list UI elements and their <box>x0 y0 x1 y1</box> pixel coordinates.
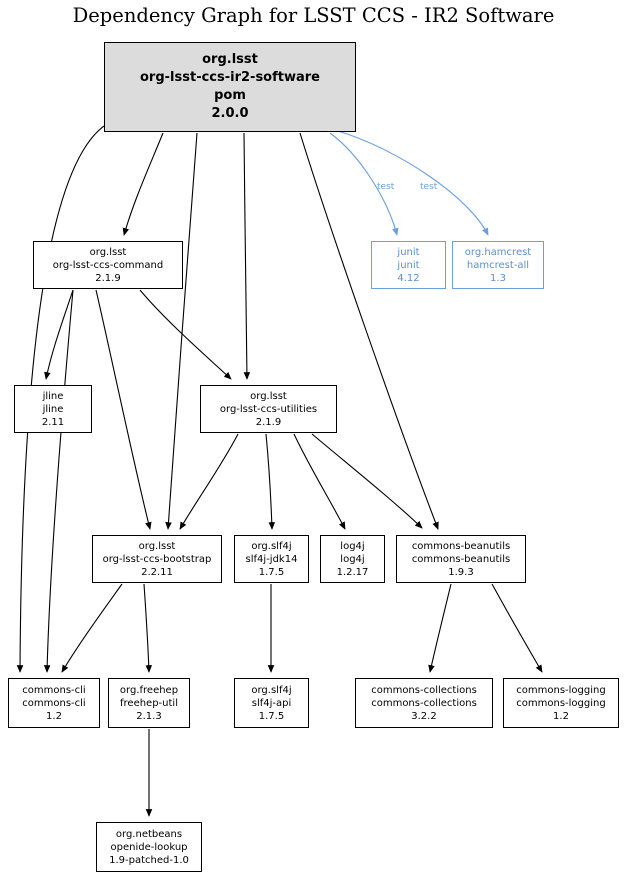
node-line: org.lsst <box>89 246 127 258</box>
node-line: 2.2.11 <box>141 566 173 578</box>
node-line: hamcrest-all <box>466 259 530 271</box>
node-line: commons-cli <box>22 684 86 696</box>
node-line: 1.9-patched-1.0 <box>109 854 189 866</box>
node-line: 1.7.5 <box>258 566 285 578</box>
edge-label-test-junit: test <box>377 182 395 192</box>
node-line: junit <box>397 246 420 258</box>
node-line: org-lsst-ccs-ir2-software <box>140 70 320 85</box>
node-line: jline <box>42 390 64 402</box>
dependency-node-beanutils[interactable] <box>396 535 526 583</box>
node-line: slf4j-api <box>251 697 292 709</box>
edge-command-commonscli <box>47 290 73 672</box>
node-line: 2.1.9 <box>95 272 121 284</box>
dependency-node-utilities[interactable] <box>200 385 337 433</box>
node-line: log4j <box>340 540 365 552</box>
dependency-node-commonscli[interactable] <box>8 678 100 728</box>
dependency-node-root[interactable] <box>104 42 356 132</box>
node-line: openide-lookup <box>110 841 188 853</box>
node-line: org-lsst-ccs-utilities <box>219 403 318 415</box>
node-line: 2.0.0 <box>211 106 249 121</box>
node-line: 2.1.3 <box>136 710 162 722</box>
node-line: log4j <box>340 553 365 565</box>
dependency-node-command[interactable] <box>33 241 183 289</box>
edge-utilities-bootstrap <box>180 434 238 529</box>
node-line: org-lsst-ccs-bootstrap <box>102 553 212 565</box>
dependency-node-log4j[interactable] <box>320 535 385 583</box>
node-line: org.hamcrest <box>464 246 532 258</box>
page-title: Dependency Graph for LSST CCS - IR2 Software <box>72 4 555 27</box>
edge-root-command <box>124 133 163 235</box>
dependency-node-logging[interactable] <box>503 678 619 728</box>
node-line: org.lsst <box>250 390 287 402</box>
node-line: commons-beanutils <box>411 553 511 565</box>
edge-beanutils-logging <box>492 584 542 672</box>
dependency-node-collections[interactable] <box>355 678 493 728</box>
node-line: org.freehep <box>119 684 179 696</box>
edge-root-hamcrest <box>338 131 488 235</box>
node-line: commons-logging <box>516 684 606 696</box>
edge-command-bootstrap <box>96 290 150 529</box>
dependency-node-bootstrap[interactable] <box>92 535 222 583</box>
edge-utilities-beanutils <box>312 434 422 528</box>
edge-label-test-hamcrest: test <box>420 182 438 192</box>
dependency-node-junit[interactable] <box>371 241 446 289</box>
dependency-node-netbeans[interactable] <box>96 822 202 872</box>
node-line: 1.2.17 <box>336 566 369 578</box>
node-line: 1.9.3 <box>448 566 474 578</box>
node-line: org.netbeans <box>115 828 183 840</box>
node-line: org.lsst <box>138 540 176 552</box>
node-line: commons-collections <box>371 697 477 709</box>
dependency-node-slf4jjdk14[interactable] <box>234 535 309 583</box>
node-line: 1.7.5 <box>258 710 285 722</box>
node-line: 2.1.9 <box>255 416 282 428</box>
node-line: commons-logging <box>516 697 606 709</box>
edge-root-bootstrap <box>168 133 197 529</box>
edge-utilities-log4j <box>294 434 345 529</box>
edge-bootstrap-commonscli <box>62 584 122 672</box>
edge-root-utilities <box>244 133 247 379</box>
edge-bootstrap-freehep <box>144 584 149 672</box>
node-line: freehep-util <box>120 697 178 709</box>
dependency-node-jline[interactable] <box>14 385 92 433</box>
node-line: 1.2 <box>46 710 62 722</box>
node-line: 4.12 <box>397 272 420 284</box>
node-line: jline <box>42 403 64 415</box>
edge-command-utilities <box>140 290 231 379</box>
edge-beanutils-collections <box>430 584 451 672</box>
node-line: org.lsst <box>202 52 258 67</box>
node-line: 1.2 <box>553 710 569 722</box>
node-line: commons-collections <box>371 684 477 696</box>
node-line: commons-beanutils <box>411 540 511 552</box>
node-line: junit <box>397 259 420 271</box>
edge-utilities-slf4jjdk14 <box>266 434 272 529</box>
dependency-node-hamcrest[interactable] <box>452 241 544 289</box>
node-line: commons-cli <box>22 697 86 709</box>
node-line: 1.3 <box>490 272 506 284</box>
node-line: 3.2.2 <box>411 710 437 722</box>
node-line: org.slf4j <box>251 540 292 552</box>
node-line: org-lsst-ccs-command <box>52 259 164 271</box>
edge-root-beanutils <box>300 133 438 529</box>
dependency-node-slf4japi[interactable] <box>234 678 309 728</box>
node-line: 2.11 <box>41 416 65 428</box>
node-line: slf4j-jdk14 <box>245 553 298 565</box>
node-line: org.slf4j <box>251 684 292 696</box>
node-line: pom <box>214 88 246 103</box>
dependency-node-freehep[interactable] <box>108 678 190 728</box>
